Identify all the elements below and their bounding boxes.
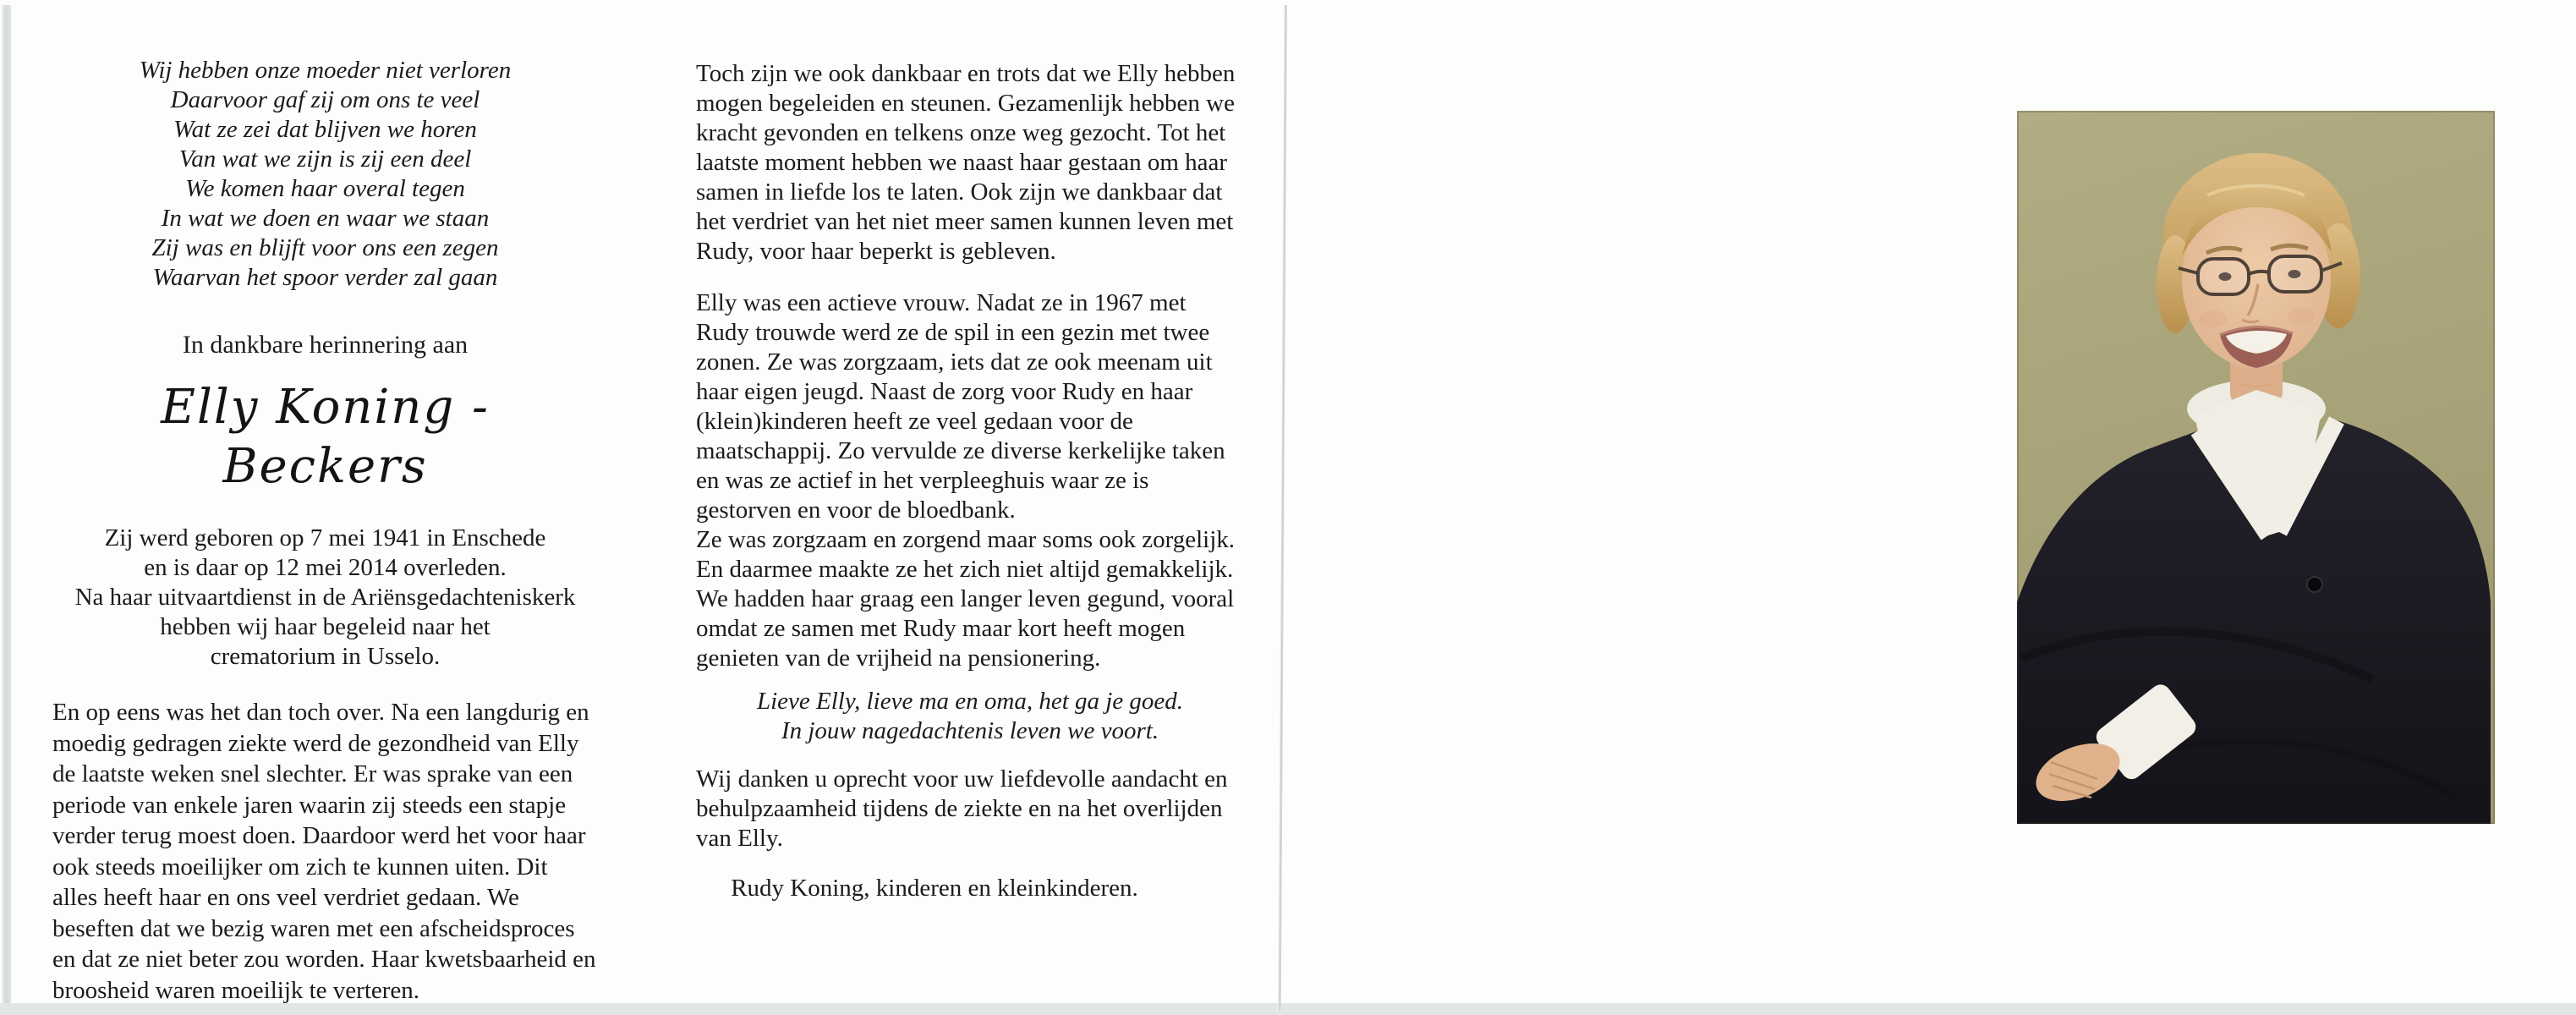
life-dates-line: Zij werd geboren op 7 mei 1941 in Enschede xyxy=(104,524,546,551)
deceased-name: Elly Koning - Beckers xyxy=(161,380,490,494)
life-dates-line: hebben wij haar begeleid naar het xyxy=(160,613,491,640)
farewell-verse xyxy=(696,687,1244,746)
life-dates-line: crematorium in Usselo. xyxy=(210,643,441,670)
portrait-photo xyxy=(2017,111,2495,824)
card-fold-line xyxy=(1278,5,1287,1010)
life-story-paragraph: Elly was een actieve vrouw. Nadat ze in 1967 met Rudy trouwde werd ze de spil in een gezin met twee zonen. Ze was zorgzaam, iets dat ze ook meenam uit haar eigen jeugd. Naast de zorg voor Rudy en haar (klein)kinderen heeft ze veel gedaan voor de maatschappij. Zo vervulde ze diverse kerkelijke taken en was ze actief in het verpleeghuis waar ze is gestorven en voor de bloedbank. xyxy=(696,289,1225,524)
dedication-line: In dankbare herinnering aan xyxy=(182,331,469,359)
poem-line: In wat we doen en waar we staan xyxy=(161,205,490,232)
life-dates-line: Na haar uitvaartdienst in de Ariënsgedachteniskerk xyxy=(74,584,576,611)
farewell-line: Lieve Elly, lieve ma en oma, het ga je goed. xyxy=(756,688,1184,715)
poem-line: Waarvan het spoor verder zal gaan xyxy=(152,264,498,291)
life-dates-line: en is daar op 12 mei 2014 overleden. xyxy=(144,554,507,581)
jacket-button xyxy=(2307,577,2322,592)
character-paragraph: Ze was zorgzaam en zorgend maar soms ook zorgelijk. En daarmee maakte ze het zich niet altijd gemakkelijk. xyxy=(696,526,1235,583)
poem-line: Wij hebben onze moeder niet verloren xyxy=(139,57,512,84)
left-column xyxy=(52,56,598,1006)
poem-line: We komen haar overal tegen xyxy=(185,175,465,202)
scan-edge-left xyxy=(2,5,11,1015)
poem-line: Zij was en blijft voor ons een zegen xyxy=(151,234,499,261)
poem-line: Daarvoor gaf zij om ons te veel xyxy=(170,86,480,113)
wish-paragraph: We hadden haar graag een langer leven gegund, vooral omdat ze samen met Rudy maar kort heeft mogen genieten van de vrijheid na pensionering. xyxy=(696,585,1235,672)
thanks-paragraph: Wij danken u oprecht voor uw liefdevolle aandacht en behulpzaamheid tijdens de ziekte en na het overlijden van Elly. xyxy=(696,765,1228,852)
signature-line: Rudy Koning, kinderen en kleinkinderen. xyxy=(731,875,1138,902)
poem-line: Wat ze zei dat blijven we horen xyxy=(173,116,477,143)
farewell-line: In jouw nagedachtenis leven we voort. xyxy=(781,717,1159,744)
gratitude-paragraph: Toch zijn we ook dankbaar en trots dat we Elly hebben mogen begeleiden en steunen. Gezamenlijk hebben we kracht gevonden en telkens onze weg gezocht. Tot het laatste moment hebben we naast haar gestaan om haar samen in liefde los te laten. Ook zijn we dankbaar dat het verdriet van het niet meer samen kunnen leven met Rudy, voor haar beperkt is gebleven. xyxy=(696,60,1236,265)
life-dates xyxy=(52,524,598,672)
middle-column xyxy=(696,59,1244,903)
poem xyxy=(52,56,598,293)
poem-line: Van wat we zijn is zij een deel xyxy=(178,145,472,173)
illness-paragraph: En op eens was het dan toch over. Na een langdurig en moedig gedragen ziekte werd de gezondheid van Elly de laatste weken snel slechter. Er was sprake van een periode van enkele jaren waarin zij steeds een stapje verder terug moest doen. Daardoor werd het voor haar ook steeds moeilijker om zich te kunnen uiten. Dit alles heeft haar en ons veel verdriet gedaan. We beseften dat we bezig waren met een afscheidsproces en dat ze niet beter zou worden. Haar kwetsbaarheid en broosheid waren moeilijk te verteren. xyxy=(52,699,596,1004)
